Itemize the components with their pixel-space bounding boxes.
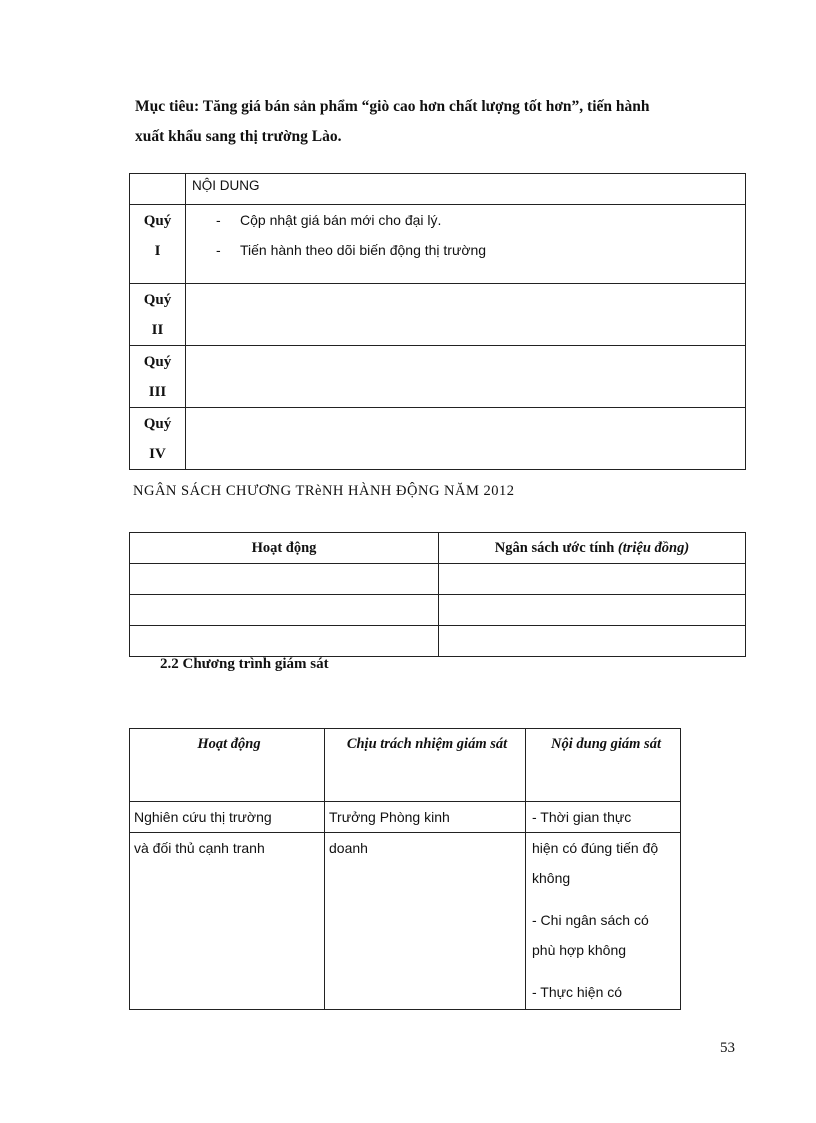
table-cell: và đối thủ cạnh tranh — [130, 833, 325, 1010]
quarter-label: Quý — [143, 354, 172, 370]
table-cell — [439, 595, 746, 626]
monitoring-table — [129, 728, 681, 1010]
content-cell — [186, 284, 746, 346]
activity-header: Hoạt động — [130, 729, 325, 802]
quarter-number: II — [151, 322, 164, 338]
quarter-cell — [130, 205, 186, 284]
budget-header-label: Ngân sách ước tính — [494, 539, 615, 556]
objective-line-2: xuất khẩu sang thị trường Lào. — [135, 128, 342, 145]
table-row — [130, 284, 746, 346]
list-item: - Tiến hành theo dõi biến động thị trường — [216, 235, 745, 265]
quarter-cell — [130, 408, 186, 470]
table-header-row — [130, 174, 746, 205]
table-row — [130, 564, 746, 595]
page-number: 53 — [720, 1040, 735, 1056]
budget-table — [129, 532, 746, 657]
objective-line-1: Mục tiêu: Tăng giá bán sản phẩm “giò cao hơn chất lượng tốt hơn”, tiến hành — [135, 98, 650, 115]
activity-header: Hoạt động — [130, 533, 439, 564]
quarter-label: Quý — [143, 416, 172, 432]
table-cell: doanh — [325, 833, 526, 1010]
quarterly-plan-table — [129, 173, 746, 470]
table-cell: Nghiên cứu thị trường — [130, 802, 325, 833]
table-header-row — [130, 729, 681, 802]
quarter-number: III — [148, 384, 167, 400]
table-row — [130, 802, 681, 833]
cell-line: hiện có đúng tiến độ — [532, 840, 659, 856]
quarter-number: I — [154, 243, 161, 259]
objective-paragraph — [135, 92, 735, 152]
content-header: Nội dung giám sát — [526, 729, 681, 802]
table-cell — [439, 564, 746, 595]
quarter-number: IV — [149, 446, 166, 462]
table-cell — [130, 626, 439, 657]
content-cell — [186, 346, 746, 408]
budget-title: NGÂN SÁCH CHƯƠNG TRèNH HÀNH ĐỘNG NĂM 2012 — [133, 483, 515, 499]
cell-line: phù hợp không — [532, 942, 627, 958]
content-cell — [186, 408, 746, 470]
budget-header — [439, 533, 746, 564]
quarter-label: Quý — [143, 213, 172, 229]
empty-header-cell — [130, 174, 186, 205]
list-item: - Cộp nhật giá bán mới cho đại lý. — [216, 205, 745, 235]
table-row — [130, 833, 681, 1010]
table-cell: - Thời gian thực — [526, 802, 681, 833]
table-cell: Trưởng Phòng kinh — [325, 802, 526, 833]
cell-line: - Thực hiện có — [532, 984, 623, 1000]
section-title: 2.2 Chương trình giám sát — [160, 656, 329, 672]
quarter-label: Quý — [143, 292, 172, 308]
table-cell — [130, 564, 439, 595]
budget-header-unit: (triệu đồng) — [617, 539, 690, 556]
quarter-cell — [130, 284, 186, 346]
quarter-cell — [130, 346, 186, 408]
table-cell — [130, 595, 439, 626]
responsible-header: Chịu trách nhiệm giám sát — [325, 729, 526, 802]
cell-line: - Chi ngân sách có — [532, 912, 649, 928]
bullet-list — [186, 205, 745, 265]
table-cell — [526, 833, 681, 1010]
cell-line: không — [532, 870, 571, 886]
content-cell — [186, 205, 746, 284]
table-row — [130, 408, 746, 470]
table-cell — [439, 626, 746, 657]
table-header-row — [130, 533, 746, 564]
table-row — [130, 626, 746, 657]
content-header: NỘI DUNG — [186, 174, 746, 205]
table-row — [130, 595, 746, 626]
table-row — [130, 346, 746, 408]
table-row — [130, 205, 746, 284]
